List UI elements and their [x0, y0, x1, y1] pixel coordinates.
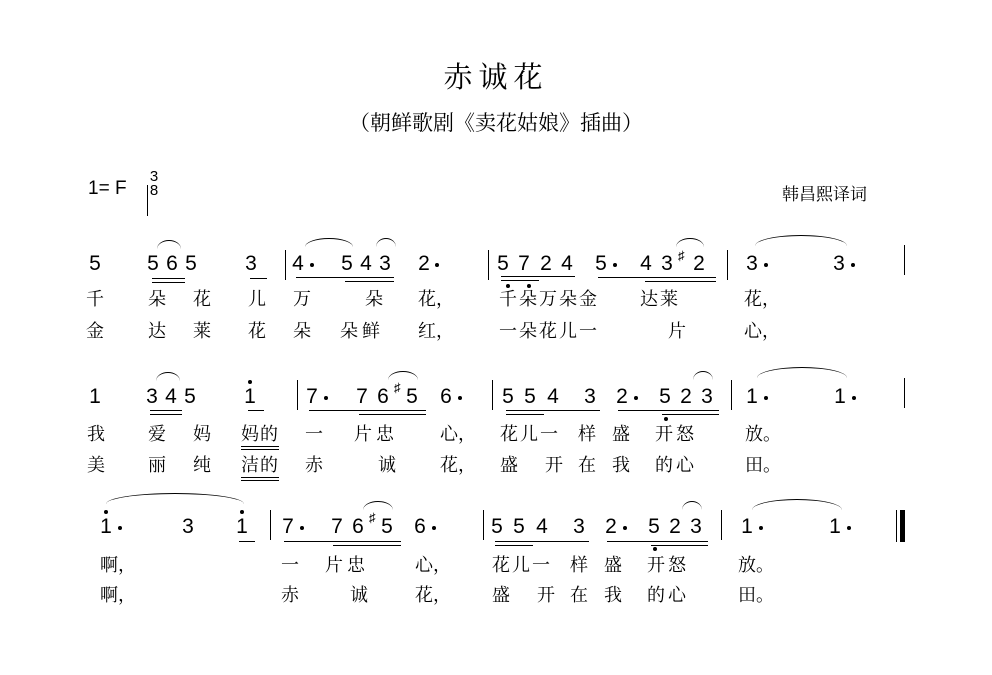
- slur: [106, 493, 244, 504]
- note: 6: [440, 385, 452, 408]
- lyric: 红，: [418, 321, 454, 342]
- augmentation-dot: [432, 526, 436, 530]
- note: 2: [616, 385, 628, 408]
- augmentation-dot: [324, 396, 328, 400]
- lyric: 样: [578, 424, 596, 445]
- barline: [492, 380, 493, 410]
- augmentation-dot: [118, 526, 122, 530]
- underline: [248, 410, 264, 411]
- note: 4: [536, 515, 548, 538]
- lyric: 洁的: [241, 456, 279, 481]
- lyric: 的心: [647, 585, 689, 606]
- note: 2: [693, 252, 705, 275]
- note: 5: [502, 385, 514, 408]
- sharp-sign: ♯: [678, 248, 685, 263]
- lyric: 花: [193, 289, 211, 310]
- low-octave-dot: [664, 417, 668, 421]
- lyric: 放。: [738, 555, 774, 576]
- note: 6: [377, 385, 389, 408]
- note: 7: [518, 252, 530, 275]
- high-octave-dot: [104, 510, 108, 514]
- underline: [651, 545, 708, 546]
- note: 2: [418, 252, 430, 275]
- high-octave-dot: [248, 380, 252, 384]
- lyric: 开怒: [647, 555, 689, 576]
- tie: [752, 499, 842, 510]
- lyric: 盛: [500, 455, 518, 476]
- augmentation-dot: [458, 396, 462, 400]
- lyric: 赤: [281, 585, 299, 606]
- underline: [662, 414, 719, 415]
- augmentation-dot: [852, 396, 856, 400]
- song-title: 赤诚花: [443, 60, 549, 94]
- note: 5: [524, 385, 536, 408]
- barline: [727, 250, 728, 280]
- slur: [682, 501, 702, 510]
- note: 1: [829, 515, 841, 538]
- high-octave-dot: [240, 510, 244, 514]
- lyric: 开: [537, 585, 555, 606]
- underline: [495, 541, 589, 542]
- tie: [755, 235, 847, 246]
- note: 3: [182, 515, 194, 538]
- note: 5: [595, 252, 607, 275]
- note: 2: [669, 515, 681, 538]
- note: 6: [166, 252, 178, 275]
- note: 3: [690, 515, 702, 538]
- lyric: 啊，: [100, 555, 136, 576]
- note: 3: [584, 385, 596, 408]
- note: 3: [146, 385, 158, 408]
- note: 2: [680, 385, 692, 408]
- note: 3: [573, 515, 585, 538]
- lyric: 田。: [738, 585, 774, 606]
- lyric: 万: [293, 289, 311, 310]
- note: 4: [561, 252, 573, 275]
- note: 6: [352, 515, 364, 538]
- lyric: 达莱: [640, 289, 680, 310]
- note: 7: [331, 515, 343, 538]
- lyric: 花，: [415, 585, 451, 606]
- underline: [333, 545, 401, 546]
- time-denominator: 8: [149, 182, 159, 199]
- note: 1: [746, 385, 758, 408]
- underline: [152, 278, 185, 279]
- slur: [676, 238, 704, 247]
- lyric: 千朵万朵金: [499, 289, 599, 310]
- note: 5: [497, 252, 509, 275]
- note: 1: [244, 385, 256, 408]
- note: 5: [184, 385, 196, 408]
- note: 1: [834, 385, 846, 408]
- augmentation-dot: [623, 526, 627, 530]
- underline: [501, 280, 539, 281]
- underline: [239, 541, 255, 542]
- augmentation-dot: [310, 263, 314, 267]
- lyric: 花，: [440, 455, 476, 476]
- note: 5: [341, 252, 353, 275]
- underline: [598, 277, 716, 278]
- note: 2: [540, 252, 552, 275]
- lyric: 盛: [612, 424, 630, 445]
- note: 5: [491, 515, 503, 538]
- lyric: 的心: [655, 455, 697, 476]
- lyric: 爱: [148, 424, 166, 445]
- lyric: 我: [87, 424, 105, 445]
- lyric: 妈: [193, 424, 211, 445]
- augmentation-dot: [634, 396, 638, 400]
- note: 5: [659, 385, 671, 408]
- lyric: 一: [305, 424, 323, 445]
- lyric: 纯: [193, 455, 211, 476]
- lyric: 达: [148, 321, 166, 342]
- lyric: 朵鲜: [340, 321, 384, 342]
- augmentation-dot: [851, 263, 855, 267]
- lyric: 片: [668, 321, 686, 342]
- slur: [693, 371, 713, 380]
- underline: [506, 414, 544, 415]
- lyric: 朵: [365, 289, 383, 310]
- note: 3: [661, 252, 673, 275]
- final-barline-thick: [900, 510, 905, 542]
- note: 5: [89, 252, 101, 275]
- lyric: 片忠: [325, 555, 369, 576]
- augmentation-dot: [764, 396, 768, 400]
- lyric: 妈的: [241, 425, 279, 450]
- underline: [296, 277, 394, 278]
- underline: [359, 414, 426, 415]
- augmentation-dot: [764, 263, 768, 267]
- augmentation-dot: [847, 526, 851, 530]
- note: 4: [292, 252, 304, 275]
- slur: [157, 240, 181, 249]
- note: 7: [306, 385, 318, 408]
- lyric: 心，: [415, 555, 451, 576]
- final-barline-thin: [896, 510, 897, 542]
- note: 3: [746, 252, 758, 275]
- underline: [150, 414, 182, 415]
- barline: [488, 250, 489, 280]
- lyric: 心，: [744, 321, 780, 342]
- lyric: 在: [578, 455, 596, 476]
- barline: [731, 380, 732, 410]
- lyric: 盛: [492, 585, 510, 606]
- underline: [309, 410, 426, 411]
- barline: [483, 510, 484, 540]
- lyric: 在: [570, 585, 588, 606]
- time-numerator: 3: [149, 168, 159, 185]
- underline: [150, 410, 182, 411]
- underline: [250, 278, 267, 279]
- note: 2: [605, 515, 617, 538]
- underline: [152, 282, 185, 283]
- augmentation-dot: [435, 263, 439, 267]
- lyric: 美: [87, 455, 105, 476]
- note: 6: [414, 515, 426, 538]
- note: 4: [360, 252, 372, 275]
- note: 3: [833, 252, 845, 275]
- note: 7: [356, 385, 368, 408]
- lyric: 片忠: [354, 424, 398, 445]
- lyric: 盛: [604, 555, 622, 576]
- lyric: 啊，: [100, 585, 136, 606]
- lyric: 朵: [293, 321, 311, 342]
- lyricist-credit: 韩昌熙译词: [782, 185, 867, 205]
- lyric: 放。: [745, 424, 781, 445]
- lyric: 花儿一: [492, 555, 552, 576]
- underline: [495, 545, 533, 546]
- note: 3: [379, 252, 391, 275]
- low-octave-dot: [506, 284, 510, 288]
- underline: [618, 410, 719, 411]
- augmentation-dot: [300, 526, 304, 530]
- note: 4: [547, 385, 559, 408]
- augmentation-dot: [759, 526, 763, 530]
- lyric: 莱: [193, 321, 211, 342]
- underline: [645, 281, 716, 282]
- barline: [721, 510, 722, 540]
- low-octave-dot: [653, 547, 657, 551]
- lyric: 花: [248, 321, 266, 342]
- barline: [297, 380, 298, 410]
- lyric: 开怒: [655, 424, 697, 445]
- time-signature: [147, 170, 161, 198]
- note: 1: [236, 515, 248, 538]
- barline: [285, 250, 286, 280]
- barline: [904, 245, 905, 275]
- underline: [284, 541, 401, 542]
- note: 1: [100, 515, 112, 538]
- note: 4: [640, 252, 652, 275]
- lyric: 丽: [148, 455, 166, 476]
- sharp-sign: ♯: [369, 510, 376, 525]
- note: 5: [513, 515, 525, 538]
- note: 1: [89, 385, 101, 408]
- underline: [607, 541, 708, 542]
- augmentation-dot: [613, 263, 617, 267]
- sharp-sign: ♯: [394, 380, 401, 395]
- lyric: 朵: [148, 289, 166, 310]
- underline: [501, 276, 575, 277]
- note: 4: [165, 385, 177, 408]
- lyric: 赤: [305, 455, 323, 476]
- note: 5: [406, 385, 418, 408]
- barline: [904, 378, 905, 408]
- lyric: 花，: [418, 289, 454, 310]
- low-octave-dot: [527, 284, 531, 288]
- slur: [376, 238, 396, 247]
- barline: [270, 510, 271, 540]
- note: 3: [701, 385, 713, 408]
- note: 5: [648, 515, 660, 538]
- song-subtitle: （朝鲜歌剧《卖花姑娘》插曲）: [349, 111, 643, 135]
- lyric: 我: [612, 455, 630, 476]
- underline: [506, 410, 600, 411]
- note: 7: [282, 515, 294, 538]
- lyric: 一: [281, 555, 299, 576]
- tie: [757, 367, 847, 378]
- lyric: 诚: [378, 455, 396, 476]
- lyric: 一朵花儿一: [499, 321, 599, 342]
- lyric: 开: [545, 455, 563, 476]
- lyric: 我: [604, 585, 622, 606]
- slur: [363, 501, 393, 510]
- note: 5: [381, 515, 393, 538]
- lyric: 诚: [350, 585, 368, 606]
- lyric: 花，: [744, 289, 780, 310]
- lyric: 花儿一: [500, 424, 560, 445]
- slur: [388, 371, 418, 380]
- key-signature: 1= F: [88, 178, 127, 199]
- slur: [156, 372, 180, 381]
- slur: [305, 238, 353, 247]
- note: 5: [147, 252, 159, 275]
- note: 5: [185, 252, 197, 275]
- lyric: 金: [86, 321, 104, 342]
- note: 1: [741, 515, 753, 538]
- lyric: 田。: [745, 455, 781, 476]
- note: 3: [245, 252, 257, 275]
- lyric: 千: [86, 289, 104, 310]
- lyric: 心，: [440, 424, 476, 445]
- lyric: 儿: [248, 289, 266, 310]
- underline: [345, 281, 394, 282]
- lyric: 样: [570, 555, 588, 576]
